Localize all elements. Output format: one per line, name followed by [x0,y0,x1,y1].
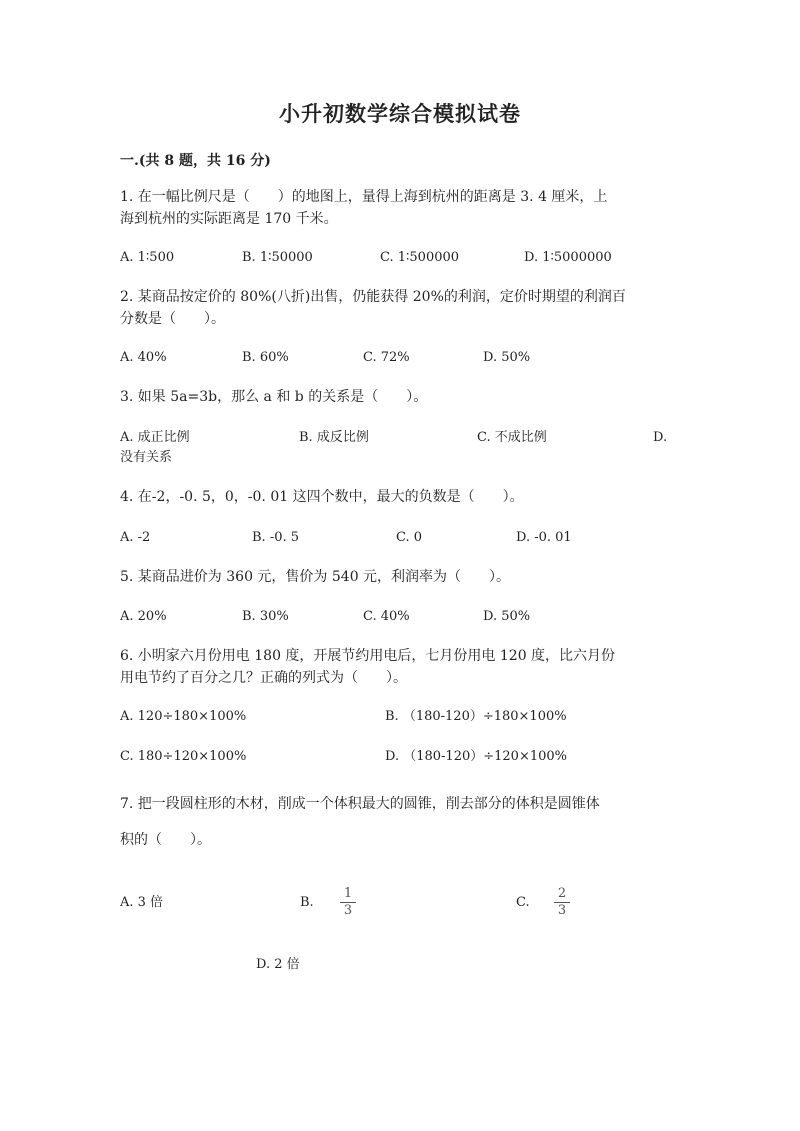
q1-option-d[interactable]: D. 1∶5000000 [524,250,612,265]
question-1-line-1: 1. 在一幅比例尺是（ ）的地图上，量得上海到杭州的距离是 3. 4 厘米，上 [120,189,608,205]
q1-option-b[interactable]: B. 1∶50000 [242,250,313,265]
q3-option-d[interactable]: D. [653,430,668,445]
q7-fraction-c [554,887,570,918]
q1-option-a[interactable]: A. 1∶500 [120,250,175,265]
q6-option-a[interactable]: A. 120÷180×100% [120,709,247,724]
q7-option-d[interactable]: D. 2 倍 [256,957,300,972]
q5-option-c[interactable]: C. 40% [363,609,410,624]
q2-option-d[interactable]: D. 50% [483,350,531,365]
q4-option-a[interactable]: A. -2 [120,530,151,545]
question-2-line-1: 2. 某商品按定价的 80%(八折)出售，仍能获得 20%的利润，定价时期望的利润百 [120,289,626,305]
question-7 [120,786,680,858]
question-2 [120,286,680,330]
question-7-line-2: 积的（ ）。 [120,832,211,848]
q3-option-b[interactable]: B. 成反比例 [299,430,369,445]
question-4-line-1: 4. 在-2，-0. 5，0，-0. 01 这四个数中，最大的负数是（ ）。 [120,489,524,505]
question-3-line-1: 3. 如果 5a=3b，那么 a 和 b 的关系是（ ）。 [120,389,428,405]
section-header: 一.(共 8 题，共 16 分) [120,153,271,169]
q4-option-b[interactable]: B. -0. 5 [252,530,300,545]
q3-option-d-text[interactable]: 没有关系 [120,450,173,465]
q2-option-a[interactable]: A. 40% [120,350,167,365]
fraction-denominator: 3 [557,903,567,918]
question-4 [120,486,680,508]
q7-fraction-b [340,887,356,918]
question-6-line-1: 6. 小明家六月份用电 180 度，开展节约用电后，七月份用电 120 度，比六月份 [120,648,616,664]
question-7-line-1: 7. 把一段圆柱形的木材，削成一个体积最大的圆锥，削去部分的体积是圆锥体 [120,796,600,812]
question-6 [120,645,680,689]
q1-option-c[interactable]: C. 1∶500000 [380,250,460,265]
q7-option-b[interactable]: B. [300,895,314,910]
q2-option-c[interactable]: C. 72% [363,350,410,365]
q6-option-c[interactable]: C. 180÷120×100% [120,749,247,764]
q4-option-d[interactable]: D. -0. 01 [516,530,572,545]
q2-option-b[interactable]: B. 60% [242,350,289,365]
q3-option-c[interactable]: C. 不成比例 [477,430,547,445]
q4-option-c[interactable]: C. 0 [396,530,423,545]
question-3 [120,386,680,408]
q6-option-b[interactable]: B. （180-120）÷180×100% [385,709,567,724]
q5-option-b[interactable]: B. 30% [242,609,289,624]
question-5 [120,566,680,588]
q5-option-a[interactable]: A. 20% [120,609,167,624]
question-6-line-2: 用电节约了百分之几？正确的列式为（ ）。 [120,670,407,686]
q7-option-a[interactable]: A. 3 倍 [120,895,164,910]
fraction-denominator: 3 [343,903,353,918]
question-5-line-1: 5. 某商品进价为 360 元，售价为 540 元，利润率为（ ）。 [120,569,511,585]
fraction-numerator: 1 [343,886,353,901]
q5-option-d[interactable]: D. 50% [483,609,531,624]
q6-option-d[interactable]: D. （180-120）÷120×100% [385,749,568,764]
page-title: 小升初数学综合模拟试卷 [279,101,521,126]
question-2-line-2: 分数是（ ）。 [120,311,225,327]
q3-option-a[interactable]: A. 成正比例 [120,430,190,445]
question-1 [120,186,680,230]
q7-option-c[interactable]: C. [516,895,530,910]
question-1-line-2: 海到杭州的实际距离是 170 千米。 [120,211,338,227]
fraction-numerator: 2 [557,886,567,901]
